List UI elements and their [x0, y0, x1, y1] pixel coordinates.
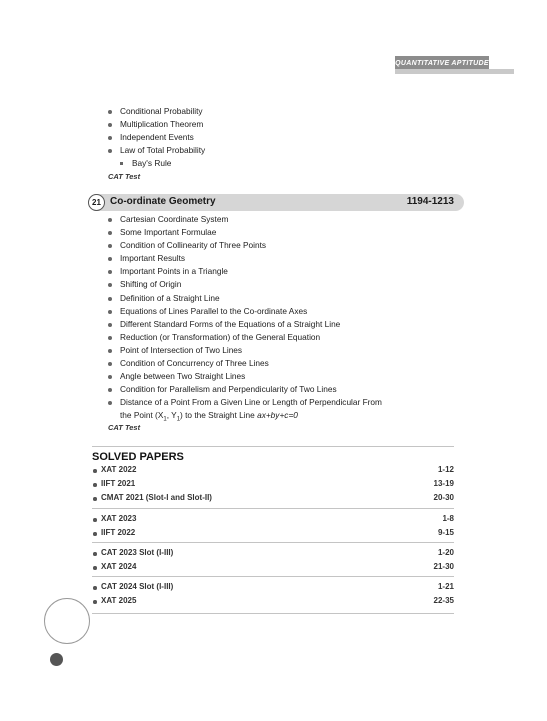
- paper-pages: 13-19: [433, 479, 454, 488]
- bullet-icon: [93, 497, 97, 501]
- topic-item: [108, 213, 382, 226]
- paper-name: CAT 2024 Slot (I-III): [101, 582, 174, 591]
- topic-item: Independent Events: [108, 131, 205, 144]
- bullet-icon: [108, 323, 112, 327]
- topic-label: Condition of Concurrency of Three Lines: [120, 358, 269, 369]
- section-header-label: QUANTITATIVE APTITUDE: [395, 60, 489, 67]
- bullet-icon: [93, 586, 97, 590]
- group-divider: [92, 613, 454, 614]
- solved-papers-heading: SOLVED PAPERS: [92, 451, 184, 463]
- bullet-icon: [93, 518, 97, 522]
- chapter-title: Co-ordinate Geometry: [110, 196, 216, 207]
- topic-label: Definition of a Straight Line: [120, 292, 220, 303]
- topic-label: Condition of Collinearity of Three Points: [120, 240, 267, 251]
- paper-row: [92, 582, 456, 596]
- bullet-icon: [108, 110, 112, 114]
- bullet-icon: [108, 244, 112, 248]
- paper-pages: 21-30: [433, 562, 454, 571]
- topic-label: Some Important Formulae: [120, 227, 217, 238]
- equation: ax+by+c=0: [257, 410, 298, 421]
- paper-row: [92, 548, 456, 562]
- chapter-number-badge: 21: [88, 194, 105, 211]
- paper-name: XAT 2023: [101, 514, 137, 523]
- paper-name: IIFT 2021: [101, 479, 136, 488]
- bullet-icon: [108, 375, 112, 379]
- topic-item: [108, 252, 382, 265]
- topic-label: Shifting of Origin: [120, 279, 182, 290]
- sub-topic-item: Bay's Rule: [108, 157, 205, 170]
- chapter-page-range: 1194-1213: [406, 196, 454, 207]
- paper-group: [92, 465, 456, 507]
- paper-name: CAT 2023 Slot (I-III): [101, 548, 174, 557]
- topic-item: [108, 305, 382, 318]
- bullet-icon: [108, 123, 112, 127]
- bullet-icon: [93, 483, 97, 487]
- section-divider: [92, 446, 454, 447]
- paper-pages: 1-21: [437, 582, 454, 591]
- paper-name: XAT 2022: [101, 465, 137, 474]
- paper-row: [92, 479, 456, 493]
- topic-item: Multiplication Theorem: [108, 118, 205, 131]
- bullet-icon: [93, 552, 97, 556]
- topic-item: [108, 239, 382, 252]
- paper-row: [92, 562, 456, 576]
- topic-label: Point of Intersection of Two Lines: [120, 344, 243, 355]
- bullet-icon: [93, 532, 97, 536]
- topic-label-line2-b: , Y: [166, 410, 177, 421]
- page-number-circle: [44, 598, 90, 644]
- topic-label: Equations of Lines Parallel to the Co-ordinate Axes: [120, 305, 308, 316]
- bullet-icon: [108, 349, 112, 353]
- topic-label: Important Results: [120, 253, 186, 264]
- bullet-icon: [108, 388, 112, 392]
- paper-row: [92, 465, 456, 479]
- paper-pages: 1-20: [437, 548, 454, 557]
- subscript: 1: [163, 417, 167, 424]
- topic-label: Reduction (or Transformation) of the General Equation: [120, 331, 321, 342]
- prev-chapter-topic-list: [108, 105, 205, 170]
- paper-group: [92, 548, 456, 576]
- paper-pages: 1-8: [442, 514, 454, 523]
- paper-group: [92, 582, 456, 610]
- bullet-icon: [108, 136, 112, 140]
- chapter-cat-test-label: CAT Test: [108, 423, 141, 432]
- topic-item: [108, 318, 382, 331]
- prev-cat-test-label: CAT Test: [108, 172, 141, 181]
- topic-label-line1: Distance of a Point From a Given Line or Length of Perpendicular From: [120, 397, 382, 408]
- bullet-icon: [108, 149, 112, 153]
- bullet-icon: [108, 257, 112, 261]
- subscript: 1: [176, 417, 181, 424]
- topic-item: [108, 383, 382, 396]
- topic-item: Law of Total Probability: [108, 144, 205, 157]
- topic-label: Angle between Two Straight Lines: [120, 371, 246, 382]
- topic-item: [108, 370, 382, 383]
- bullet-icon: [108, 231, 112, 235]
- topic-item: [108, 357, 382, 370]
- paper-row: [92, 596, 456, 610]
- chapter-topic-list: [108, 213, 382, 427]
- bullet-icon: [108, 362, 112, 366]
- topic-label-line2-c: ) to the Straight Line: [180, 410, 258, 421]
- group-divider: [92, 576, 454, 577]
- paper-name: CMAT 2021 (Slot-I and Slot-II): [101, 493, 212, 502]
- bullet-icon: [93, 469, 97, 473]
- bullet-icon: [93, 600, 97, 604]
- paper-name: XAT 2024: [101, 562, 137, 571]
- paper-pages: 20-30: [433, 493, 454, 502]
- bullet-icon: [93, 566, 97, 570]
- topic-item: [108, 226, 382, 239]
- decorative-dot: [50, 653, 63, 666]
- paper-pages: 1-12: [437, 465, 454, 474]
- square-bullet-icon: [120, 162, 123, 165]
- bullet-icon: [108, 218, 112, 222]
- bullet-icon: [108, 297, 112, 301]
- topic-label-line2-a: the Point (X: [120, 410, 164, 421]
- topic-label: Important Points in a Triangle: [120, 266, 228, 277]
- paper-name: IIFT 2022: [101, 528, 136, 537]
- paper-row: [92, 528, 456, 542]
- paper-pages: 9-15: [437, 528, 454, 537]
- topic-label: Different Standard Forms of the Equations of a Straight Line: [120, 318, 341, 329]
- bullet-icon: [108, 270, 112, 274]
- group-divider: [92, 542, 454, 543]
- bullet-icon: [108, 283, 112, 287]
- topic-item: Conditional Probability: [108, 105, 205, 118]
- topic-item: [108, 278, 382, 291]
- paper-group: [92, 514, 456, 542]
- paper-pages: 22-35: [433, 596, 454, 605]
- bullet-icon: [108, 401, 112, 405]
- bullet-icon: [108, 310, 112, 314]
- topic-label: Cartesian Coordinate System: [120, 214, 229, 224]
- topic-item: [108, 331, 382, 344]
- chapter-heading-bar: [88, 194, 464, 211]
- paper-row: [92, 514, 456, 528]
- topic-item: [108, 292, 382, 305]
- topic-item: [108, 265, 382, 278]
- topic-item: [108, 344, 382, 357]
- paper-name: XAT 2025: [101, 596, 137, 605]
- group-divider: [92, 508, 454, 509]
- bullet-icon: [108, 336, 112, 340]
- paper-row: [92, 493, 456, 507]
- topic-label: Condition for Parallelism and Perpendicularity of Two Lines: [120, 384, 337, 395]
- section-header-bar: [395, 69, 514, 74]
- topic-item: [108, 396, 382, 427]
